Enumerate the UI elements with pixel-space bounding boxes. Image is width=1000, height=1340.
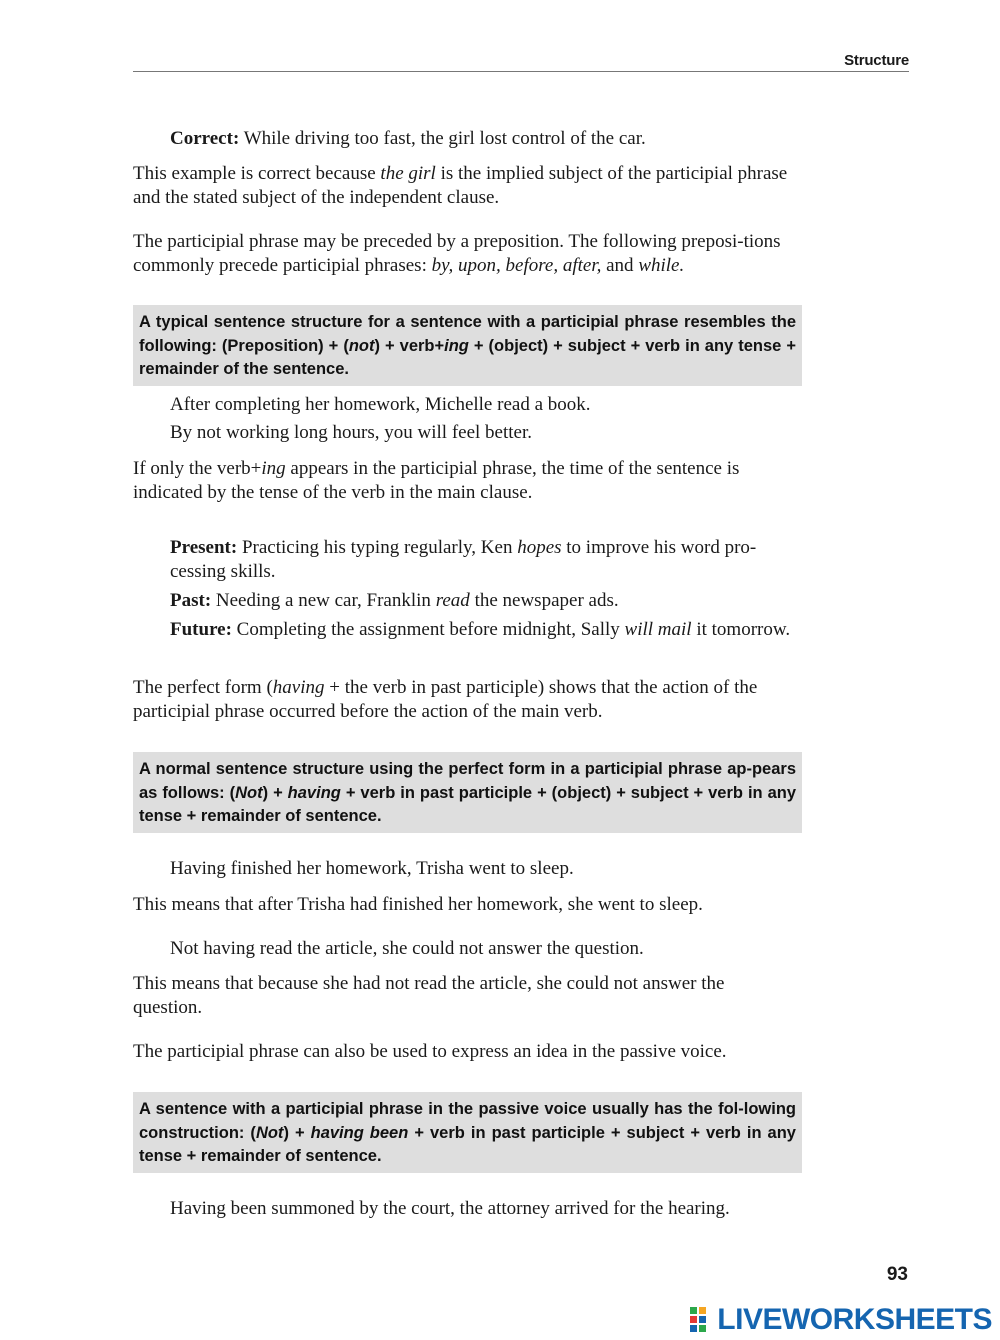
page-number: 93 — [886, 1264, 908, 1285]
text-run: is the implied subject of the participial phrase and the stated subject of the independent clause. — [133, 163, 788, 208]
text-run: + verb in past participle + subject + verb in any tense + remainder of sentence. — [139, 1123, 796, 1165]
paragraph-perfect-form — [133, 676, 793, 724]
text-run: Practicing his typing regularly, Ken — [237, 537, 518, 558]
text-run: + verb in past participle + (object) + subject + verb in any tense + remainder of sentence. — [139, 783, 796, 825]
paragraph-article-meaning: This means that because she had not read the article, she could not answer the question. — [133, 973, 725, 1018]
example-past — [170, 589, 800, 613]
text-run: If only the verb+ — [133, 458, 262, 479]
text-run: ) + — [262, 783, 288, 802]
emphasis: ing — [444, 336, 469, 355]
example-michelle: After completing her homework, Michelle read a book. — [170, 394, 591, 415]
example-correct — [170, 127, 800, 151]
correct-label: Correct: — [170, 128, 240, 149]
emphasis: will mail — [624, 619, 692, 640]
text-run: + the verb in past participle) shows that the action of the participial phrase occurred before the action of the main verb. — [133, 677, 758, 722]
liveworksheets-brand — [689, 1303, 992, 1337]
example-article: Not having read the article, she could not answer the question. — [170, 938, 644, 959]
emphasis: having — [272, 677, 325, 698]
text-run: ) + verb+ — [374, 336, 445, 355]
brand-text: LIVEWORKSHEETS — [717, 1303, 992, 1336]
example-future — [170, 618, 800, 642]
text-run: + (object) + subject + verb in any tense + remainder of the sentence. — [139, 336, 796, 378]
text-run: Completing the assignment before midnight, Sally — [231, 619, 625, 640]
rule-box-typical-structure — [133, 305, 802, 386]
emphasis: while. — [638, 255, 685, 276]
rule-box-perfect-form — [133, 752, 802, 833]
example-correct-text: While driving too fast, the girl lost control of the car. — [243, 128, 646, 149]
paragraph-implied-subject — [133, 162, 793, 210]
text-run: A normal sentence structure using the perfect form in a participial phrase ap-pears as follows: ( — [139, 760, 796, 802]
text-run: and — [601, 255, 639, 276]
text-run: This example is correct because — [133, 163, 381, 184]
paragraph-prepositions — [133, 230, 793, 278]
example-attorney: Having been summoned by the court, the attorney arrived for the hearing. — [170, 1198, 730, 1219]
example-present — [170, 536, 800, 584]
emphasis: read — [435, 590, 470, 611]
text-run: The perfect form ( — [133, 677, 273, 698]
future-label: Future: — [170, 619, 232, 640]
emphasis: Not — [235, 783, 263, 802]
emphasis: the girl — [380, 163, 436, 184]
paragraph-passive-voice: The participial phrase can also be used to express an idea in the passive voice. — [133, 1041, 727, 1062]
emphasis: ing — [261, 458, 286, 479]
emphasis: having been — [310, 1123, 409, 1142]
header-rule — [133, 71, 909, 72]
rule-box-passive-voice — [133, 1092, 802, 1173]
text-run: to improve his word pro-cessing skills. — [170, 537, 757, 582]
text-run: the newspaper ads. — [469, 590, 619, 611]
emphasis: not — [348, 336, 375, 355]
text-run: ) + — [283, 1123, 311, 1142]
text-run: appears in the participial phrase, the time of the sentence is indicated by the tense of the verb in the main clause. — [133, 458, 740, 503]
example-long-hours: By not working long hours, you will feel better. — [170, 422, 533, 443]
emphasis: having — [287, 783, 341, 802]
paragraph-verb-ing — [133, 457, 793, 505]
paragraph-trisha-meaning: This means that after Trisha had finished her homework, she went to sleep. — [133, 894, 703, 915]
emphasis: Not — [255, 1123, 284, 1142]
text-run: A sentence with a participial phrase in the passive voice usually has the fol-lowing construction: ( — [139, 1100, 796, 1142]
example-trisha: Having finished her homework, Trisha went to sleep. — [170, 858, 574, 879]
text-run: it tomorrow. — [691, 619, 791, 640]
running-header-title: Structure — [844, 52, 909, 69]
present-label: Present: — [170, 537, 238, 558]
text-run: The participial phrase may be preceded by a preposition. The following preposi-tions commonly precede participial phrases: — [133, 231, 781, 276]
past-label: Past: — [170, 590, 212, 611]
text-run: Needing a new car, Franklin — [211, 590, 436, 611]
emphasis: hopes — [517, 537, 562, 558]
emphasis: by, upon, before, after, — [431, 255, 602, 276]
liveworksheets-logo-icon — [689, 1305, 715, 1335]
text-run: A typical sentence structure for a sentence with a participial phrase resembles the following: (Preposition) + ( — [139, 313, 796, 355]
